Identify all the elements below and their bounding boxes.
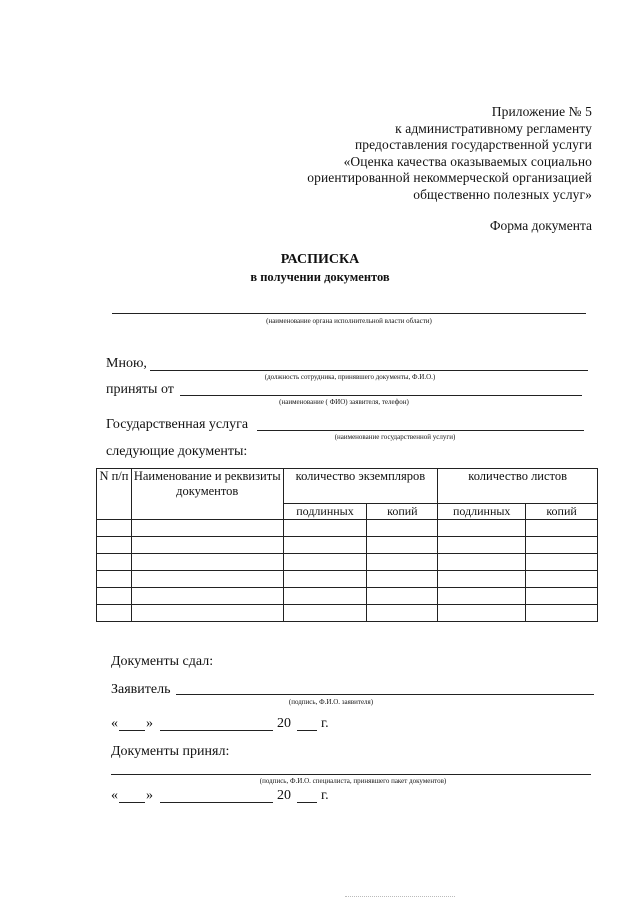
date1-year-line[interactable] xyxy=(297,730,317,731)
table-cell[interactable] xyxy=(438,605,526,622)
applicant-signature-line[interactable] xyxy=(176,694,594,695)
appendix-line: к административному регламенту xyxy=(395,120,592,136)
accepted-caption: (подпись, Ф.И.О. специалиста, принявшего пакет документов) xyxy=(259,777,447,785)
date1-open-quote: « xyxy=(111,716,118,731)
header-num: N п/п xyxy=(97,469,132,520)
table-cell[interactable] xyxy=(526,588,598,605)
table-cell[interactable] xyxy=(283,537,367,554)
date2-year-line[interactable] xyxy=(297,802,317,803)
table-cell[interactable] xyxy=(367,554,438,571)
table-cell[interactable] xyxy=(438,554,526,571)
table-cell[interactable] xyxy=(283,588,367,605)
received-from-label: приняты от xyxy=(106,382,174,397)
table-cell[interactable] xyxy=(97,554,132,571)
by-me-label: Мною, xyxy=(106,356,147,371)
table-cell[interactable] xyxy=(367,571,438,588)
table-cell[interactable] xyxy=(131,537,283,554)
date2-year-prefix: 20 xyxy=(277,788,291,803)
table-row xyxy=(97,588,598,605)
header-sheets: количество листов xyxy=(438,469,598,504)
date2-day-line[interactable] xyxy=(119,802,145,803)
header-doc-name: Наименование и реквизиты документов xyxy=(131,469,283,520)
table-cell[interactable] xyxy=(438,588,526,605)
appendix-line: «Оценка качества оказываемых социально xyxy=(343,153,592,169)
header-sheets-copy: копий xyxy=(526,504,598,520)
documents-table xyxy=(96,468,598,622)
table-cell[interactable] xyxy=(131,605,283,622)
service-caption: (наименование государственной услуги) xyxy=(334,433,456,441)
document-title: РАСПИСКА xyxy=(280,252,360,267)
authority-line[interactable] xyxy=(112,313,586,314)
submitted-label: Документы сдал: xyxy=(111,654,214,669)
date1-close-quote: » xyxy=(146,716,153,731)
table-cell[interactable] xyxy=(97,588,132,605)
table-row xyxy=(97,605,598,622)
service-line[interactable] xyxy=(257,430,584,431)
applicant-caption: (подпись, Ф.И.О. заявителя) xyxy=(288,698,374,706)
appendix-line: предоставления государственной услуги xyxy=(354,137,592,152)
appendix-block xyxy=(307,104,592,203)
table-cell[interactable] xyxy=(97,571,132,588)
table-row xyxy=(97,571,598,588)
authority-caption: (наименование органа исполнительной власти области) xyxy=(266,317,432,325)
table-cell[interactable] xyxy=(526,537,598,554)
table-cell[interactable] xyxy=(367,605,438,622)
table-cell[interactable] xyxy=(438,571,526,588)
date2-month-line[interactable] xyxy=(160,802,273,803)
table-cell[interactable] xyxy=(283,571,367,588)
date1-year-suffix: г. xyxy=(321,716,329,731)
table-cell[interactable] xyxy=(367,520,438,537)
date2-open-quote: « xyxy=(111,788,118,803)
table-cell[interactable] xyxy=(526,520,598,537)
document-subtitle: в получении документов xyxy=(250,270,390,284)
table-cell[interactable] xyxy=(131,520,283,537)
following-label: следующие документы: xyxy=(106,444,248,459)
table-cell[interactable] xyxy=(526,554,598,571)
table-row xyxy=(97,520,598,537)
table-cell[interactable] xyxy=(283,520,367,537)
by-me-line[interactable] xyxy=(150,370,588,371)
table-row xyxy=(97,554,598,571)
date1-month-line[interactable] xyxy=(160,730,273,731)
table-cell[interactable] xyxy=(367,537,438,554)
table-row xyxy=(97,537,598,554)
appendix-line: общественно полезных услуг» xyxy=(413,186,592,202)
table-cell[interactable] xyxy=(131,571,283,588)
table-cell[interactable] xyxy=(131,588,283,605)
header-copies-copy: копий xyxy=(367,504,438,520)
date1-year-prefix: 20 xyxy=(277,716,291,731)
received-from-line[interactable] xyxy=(180,395,582,396)
appendix-line: ориентированной некоммерческой организацией xyxy=(307,170,592,185)
accepted-label: Документы принял: xyxy=(111,744,230,759)
appendix-line: Приложение № 5 xyxy=(491,104,592,119)
by-me-caption: (должность сотрудника, принявшего документы, Ф.И.О.) xyxy=(264,373,436,381)
accepted-signature-line[interactable] xyxy=(111,774,591,775)
table-cell[interactable] xyxy=(438,537,526,554)
header-copies: количество экземпляров xyxy=(283,469,438,504)
header-copies-original: подлинных xyxy=(283,504,367,520)
header-sheets-original: подлинных xyxy=(438,504,526,520)
applicant-label: Заявитель xyxy=(111,682,171,697)
date2-close-quote: » xyxy=(146,788,153,803)
table-cell[interactable] xyxy=(283,554,367,571)
table-cell[interactable] xyxy=(526,571,598,588)
form-type-label: Форма документа xyxy=(489,218,592,233)
table-cell[interactable] xyxy=(367,588,438,605)
table-cell[interactable] xyxy=(131,554,283,571)
date1-day-line[interactable] xyxy=(119,730,145,731)
table-cell[interactable] xyxy=(283,605,367,622)
table-cell[interactable] xyxy=(438,520,526,537)
table-cell[interactable] xyxy=(97,605,132,622)
service-label: Государственная услуга xyxy=(106,417,249,432)
received-from-caption: (наименование ( ФИО) заявителя, телефон) xyxy=(279,398,409,406)
bottom-scan-mark xyxy=(345,896,455,897)
table-cell[interactable] xyxy=(526,605,598,622)
table-cell[interactable] xyxy=(97,537,132,554)
date2-year-suffix: г. xyxy=(321,788,329,803)
table-cell[interactable] xyxy=(97,520,132,537)
